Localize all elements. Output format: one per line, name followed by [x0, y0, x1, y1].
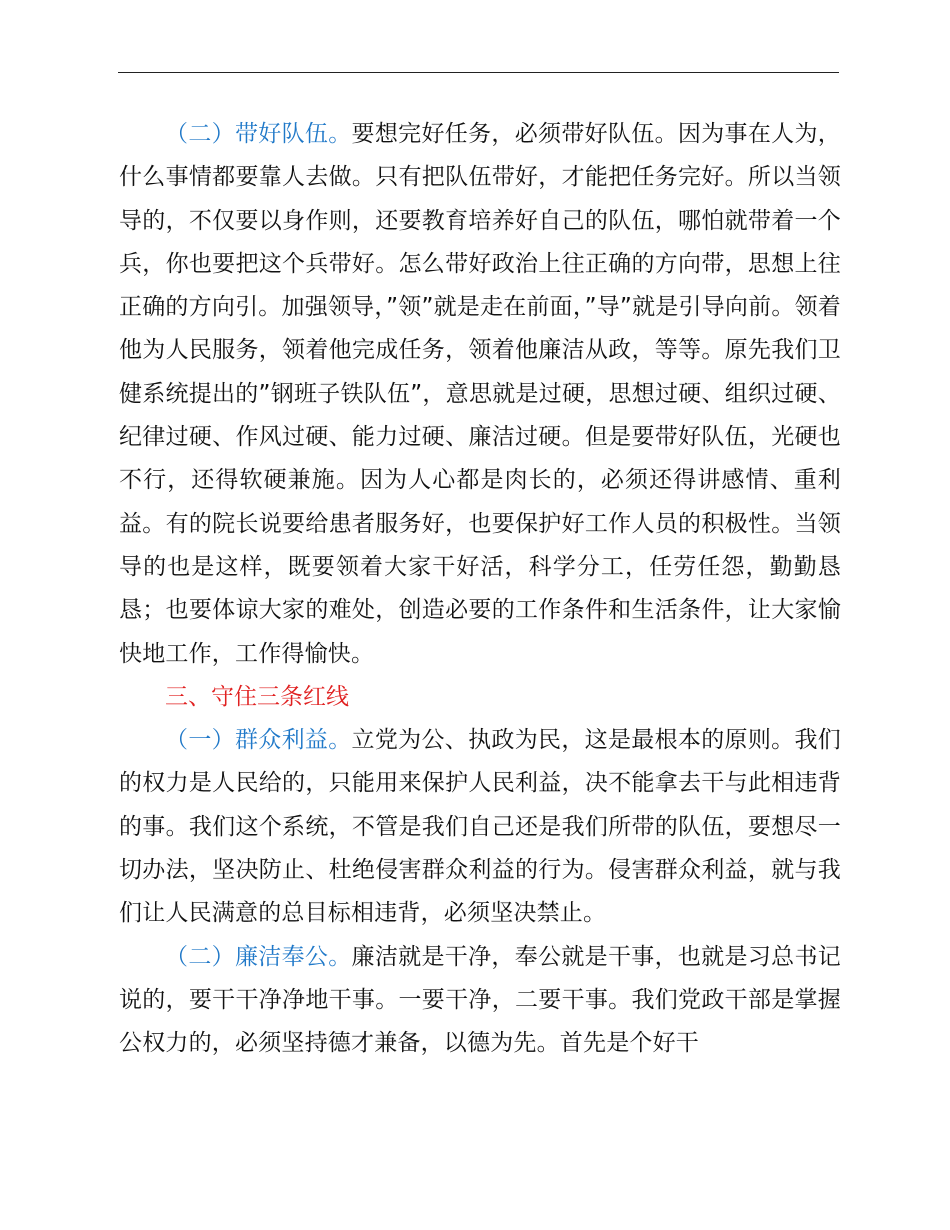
paragraph-text: 立党为公、执政为民，这是最根本的原则。我们的权力是人民给的，只能用来保护人民利益，决不能拿去干与此相违背的事。我们这个系统，不管是我们自己还是我们所带的队伍，要想尽一切办法，坚决防止、杜绝侵害群众利益的行为。侵害群众利益，就与我们让人民满意的总目标相违背，必须坚决禁止。: [119, 727, 841, 927]
section-title-red-lines: 三、守住三条红线: [165, 683, 349, 710]
paragraph-public-interest: [119, 719, 841, 935]
paragraph-text: 廉洁就是干净，奉公就是干事，也就是习总书记说的，要干干净净地干事。一要干净，二要干事。我们党政干部是掌握公权力的，必须坚持德才兼备，以德为先。首先是个好干: [119, 943, 841, 1057]
paragraph-lead-team: [119, 113, 841, 676]
document-body: [119, 113, 865, 1066]
paragraph-integrity: [119, 936, 841, 1066]
header-rule: [118, 72, 839, 73]
subheading-public-interest: （一）群众利益。: [165, 727, 352, 754]
subheading-lead-team: （二）带好队伍。: [165, 121, 352, 147]
subheading-integrity: （二）廉洁奉公。: [165, 943, 352, 970]
paragraph-text: 要想完好任务，必须带好队伍。因为事在人为，什么事情都要靠人去做。只有把队伍带好，才能把任务完好。所以当领导的，不仅要以身作则，还要教育培养好自己的队伍，哪怕就带着一个兵，你也要把这个兵带好。怎么带好政治上往正确的方向带，思想上往正确的方向引。加强领导，”领”就是走在前面，”导”就是引导向前。领着他为人民服务，领着他完成任务，领着他廉洁从政，等等。原先我们卫健系统提出的”钢班子铁队伍”，意思就是过硬，思想过硬、组织过硬、纪律过硬、作风过硬、能力过硬、廉洁过硬。但是要带好队伍，光硬也不行，还得软硬兼施。因为人心都是肉长的，必须还得讲感情、重利益。有的院长说要给患者服务好，也要保护好工作人员的积极性。当领导的也是这样，既要领着大家干好活，科学分工，任劳任怨，勤勤恳恳；也要体谅大家的难处，创造必要的工作条件和生活条件，让大家愉快地工作，工作得愉快。: [119, 121, 841, 667]
